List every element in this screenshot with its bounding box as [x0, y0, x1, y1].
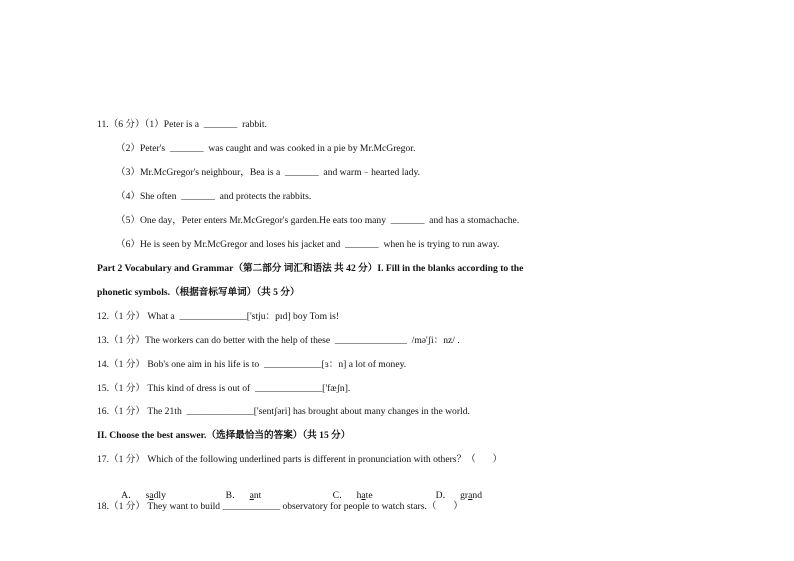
q17-option-a: A． sadly — [121, 490, 166, 501]
q17-option-c: C． hate — [332, 490, 373, 501]
q11-item-2: （2）Peter's _______ was caught and was cooked in a pie by Mr.McGregor. — [116, 143, 416, 154]
q17-option-d: D． grand — [435, 490, 482, 501]
part2-heading-cont: phonetic symbols.（根据音标写单词）（共 5 分） — [97, 287, 300, 298]
q11-item-5: （5）One day，Peter enters Mr.McGregor's garden.He eats too many _______ and has a stomachache. — [116, 215, 520, 226]
question-13: 13.（1 分）The workers can do better with the help of these _______________ /mə'ʃi：nz/ . — [97, 335, 460, 346]
question-16: 16.（1 分） The 21th ______________['sentʃəri] has brought about many changes in the world. — [97, 406, 470, 417]
question-12: 12.（1 分） What a ______________['stju：pɪd] boy Tom is! — [97, 311, 340, 322]
q11-item-3: （3）Mr.McGregor's neighbour，Bea is a _______ and warm﹣hearted lady. — [116, 167, 421, 178]
section2-heading: II. Choose the best answer.（选择最恰当的答案）（共 15 分） — [97, 430, 351, 441]
question-15: 15.（1 分） This kind of dress is out of ______________['fæʃn]. — [97, 383, 351, 394]
q11-stem: 11.（6 分）（1）Peter is a _______ rabbit. — [97, 119, 267, 130]
part2-heading: Part 2 Vocabulary and Grammar（第二部分 词汇和语法 共 42 分）I. Fill in the blanks according to the — [97, 263, 524, 274]
q11-item-6: （6）He is seen by Mr.McGregor and loses his jacket and _______ when he is trying to run away. — [116, 239, 500, 250]
question-14: 14.（1 分） Bob's one aim in his life is to ____________[ɜ：n] a lot of money. — [97, 359, 407, 370]
q11-item-4: （4）She often _______ and protects the rabbits. — [116, 191, 312, 202]
q17-option-b: B． ant — [225, 490, 262, 501]
question-18: 18.（1 分） They want to build ____________ observatory for people to watch stars.（ ） — [97, 501, 463, 512]
question-17: 17.（1 分） Which of the following underlined parts is different in pronunciation with others？（ ） — [97, 454, 503, 465]
